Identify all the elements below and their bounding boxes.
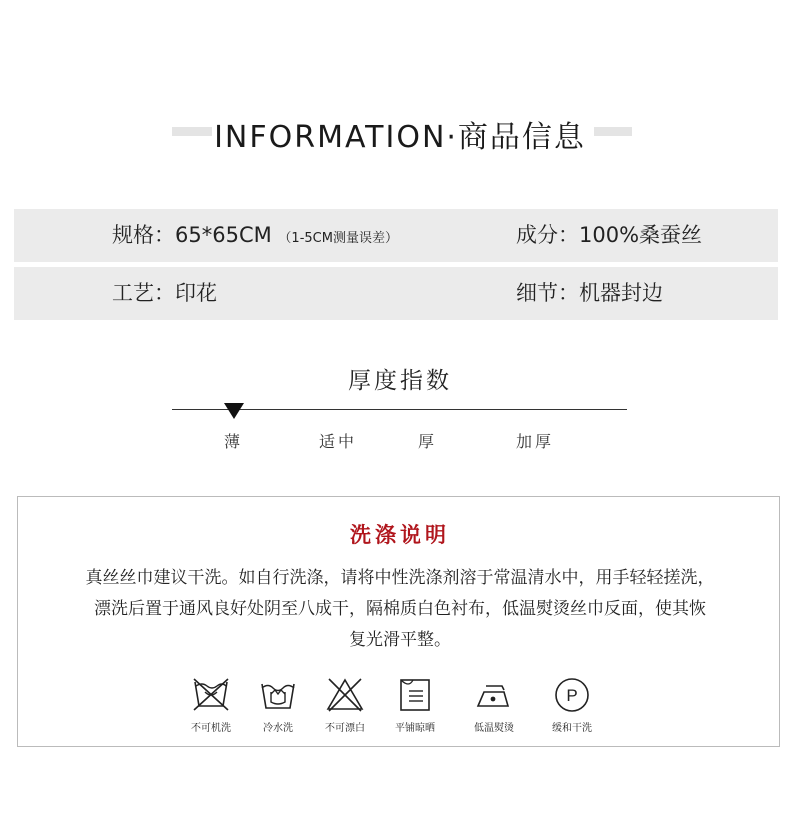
care-label-no-bleach: 不可漂白 bbox=[325, 723, 365, 734]
cold-wash-icon bbox=[258, 676, 298, 714]
thickness-level-medium: 适中 bbox=[319, 432, 358, 451]
washing-text-line-3: 复光滑平整。 bbox=[349, 630, 451, 650]
care-label-no-machine-wash: 不可机洗 bbox=[191, 723, 231, 734]
care-item-dry-clean bbox=[532, 676, 612, 734]
dry-clean-symbol: P bbox=[566, 686, 578, 705]
thickness-level-extra-thick: 加厚 bbox=[516, 432, 555, 451]
dry-clean-p-icon bbox=[552, 676, 592, 714]
spec-craft: 工艺：印花 bbox=[112, 281, 217, 305]
care-label-low-iron: 低温熨烫 bbox=[474, 723, 514, 734]
care-label-cold-wash: 冷水洗 bbox=[263, 723, 293, 734]
care-item-flat-dry bbox=[375, 676, 455, 734]
flat-dry-icon bbox=[395, 676, 435, 714]
no-machine-wash-icon bbox=[191, 676, 231, 714]
thickness-level-thin: 薄 bbox=[224, 432, 244, 451]
spec-detail: 细节：机器封边 bbox=[516, 281, 663, 305]
page-title: INFORMATION·商品信息 bbox=[214, 120, 586, 155]
washing-text-line-2: 漂洗后置于通风良好处阴至八成干，隔棉质白色衬布，低温熨烫丝巾反面，使其恢 bbox=[94, 599, 706, 619]
thickness-level-thick: 厚 bbox=[418, 432, 438, 451]
spec-size: 规格：65*65CM （1-5CM测量误差） bbox=[112, 223, 398, 247]
washing-title: 洗涤说明 bbox=[350, 523, 450, 547]
care-item-low-iron bbox=[454, 676, 534, 734]
washing-text bbox=[40, 563, 760, 656]
washing-text-line-1: 真丝丝巾建议干洗。如自行洗涤，请将中性洗涤剂溶于常温清水中，用手轻轻搓洗， bbox=[85, 568, 715, 588]
thickness-marker-icon bbox=[224, 403, 244, 419]
spec-size-note: （1-5CM测量误差） bbox=[278, 231, 398, 246]
thickness-title: 厚度指数 bbox=[348, 368, 452, 394]
care-label-flat-dry: 平铺晾晒 bbox=[395, 723, 435, 734]
low-iron-icon bbox=[474, 676, 514, 714]
care-label-dry-clean: 缓和干洗 bbox=[552, 723, 592, 734]
spec-material: 成分：100%桑蚕丝 bbox=[516, 223, 703, 247]
spec-row-2 bbox=[14, 267, 778, 320]
care-item-no-bleach bbox=[305, 676, 385, 734]
spec-row-1 bbox=[14, 209, 778, 262]
no-bleach-icon bbox=[325, 676, 365, 714]
